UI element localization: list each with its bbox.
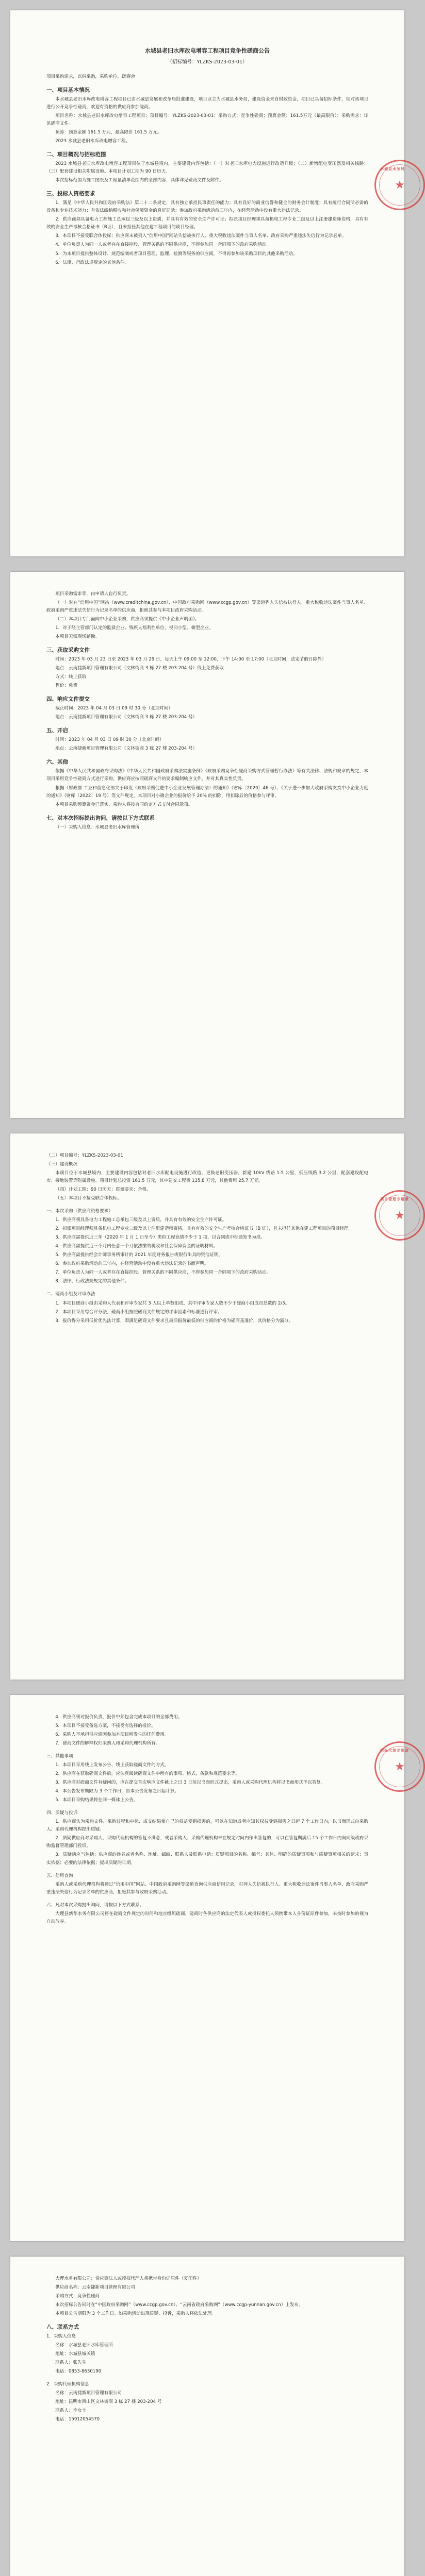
paragraph: 3．供应商对磋商文件有疑问的，应在提交首次响应文件截止之日 3 日前以书面形式提出，采购人或采购代理机构将以书面形式予以答复。 [55, 1780, 325, 1786]
red-seal-stamp: ★ 招标代理专用章 [374, 1741, 425, 1792]
paragraph: 7．单位负责人为同一人或者存在直接控股、管理关系的不同供应商，不得参加同一合同项下的政府采购活动。 [55, 1270, 271, 1276]
paragraph: 名称：云南捷新项目管理有限公司 [55, 2391, 122, 2396]
paragraph: （一）采购人信息：水城县老旧水库管理所 [55, 824, 140, 830]
paragraph: 1．满足《中华人民共和国政府采购法》第二十二条规定，具有独立承担民事责任的能力；具有良好的商业信誉和健全的财务会计制度；具有履行合同所必需的设备和专业技术能力；有依法缴纳税收和社会保障资金的良好记录；参加政府采购活动前三年内，在经营活动中没有重大违法记录。 [46, 200, 368, 214]
paragraph: 售价：免费 [55, 683, 78, 689]
section-heading: 一、项目基本情况 [46, 87, 90, 94]
paragraph: （二）项目编号：YLZKS-2023-03-01 [46, 1153, 123, 1158]
paragraph: 地点：云南捷新项目管理有限公司（文林街商 3 栋 27 楼 203-204 号）线上免费获取 [55, 666, 224, 671]
star-icon: ★ [395, 178, 405, 192]
paragraph: 3．供应商需提供近三年（2020 年 1 月 1 日至今）类似工程业绩不少于 1 项，以合同或中标通知书为准。 [55, 1235, 265, 1241]
intro-text: 项目采购需求，以供采购，采购单位，磋商会 [46, 74, 135, 79]
paragraph: 2023 水城县老旧水库改电增容工程项目位于水城县境内，主要建设内容包括：（一）对老旧水库电力设施进行改造升级；（二）新增配电变压器及相关线路；（三）配套建设相关附属设施。本项目计划工期为 90 日历天。 [46, 161, 368, 175]
paragraph: 电话：0853-8630190 [55, 2369, 102, 2375]
star-icon: ★ [395, 1760, 405, 1773]
paragraph: 二、磋商小组及评审办法 [46, 1292, 95, 1297]
paragraph: 1．采购人信息 [46, 2334, 76, 2340]
paragraph: 3．质疑函应当包括：供应商的姓名或者名称、地址、邮编、联系人及联系电话；质疑项目的名称、编号；具体、明确的质疑事项和与质疑事项相关的请求；事实依据；必要的法律依据；提出质疑的日期。 [46, 1852, 368, 1866]
paragraph: 2．质疑供应商对采购人、采购代理机构的答复不满意，或者采购人、采购代理机构未在规定时间内作出答复的，可以在答复期满后 15 个工作日内向同级政府采购监督管理部门投诉。 [46, 1836, 368, 1849]
paragraph: 大理县新华水务有限公司将在磋商文件规定的时间和地点组织磋商，磋商时各供应商的法定代表人或授权委托人须携带本人身份证原件参加，未按时参加的视为自动放弃。 [46, 1911, 368, 1924]
paragraph: 4．供应商须对报价负责，报价中须包含完成本项目的全部费用。 [55, 1715, 183, 1720]
paragraph: 方式：线上获取 [55, 674, 87, 680]
section-heading: 八、联系方式 [46, 2324, 79, 2331]
paragraph: 8．法律、行政法规规定的其他条件。 [55, 1279, 129, 1284]
paragraph: 5．为本项目提供整体设计、规范编制或者项目管理、监理、检测等服务的供应商，不得再参加该采购项目的其他采购活动。 [55, 251, 298, 257]
section-heading: 二、项目概况与招标范围 [46, 151, 106, 158]
paragraph: 六、凡对本次采购提出询问，请按以下方式联系。 [46, 1902, 144, 1908]
paragraph: 2．供应商须具备电力工程施工总承包三级及以上资质，并具有有效的安全生产许可证；拟派项目经理须具备机电工程专业二级及以上注册建造师资格，具有有效的安全生产考核合格证书（B证），且未担任其他在建工程项目的项目经理。 [46, 217, 368, 230]
paragraph: 一、本次采购（供应商资格要求） [46, 1209, 113, 1214]
paragraph: （一）对在“信用中国”网站（www.creditchina.gov.cn）、中国政府采购网（www.ccgp.gov.cn）等渠道列入失信被执行人、重大税收违法案件当事人名单、政府采购严重违法失信行为记录名单的供应商，拒绝其参与本项目政府采购活动。 [46, 600, 368, 614]
paragraph: 4．供应商需提供近三个月内任意一个月依法缴纳税收和社会保障资金的证明材料。 [55, 1244, 218, 1249]
paragraph: 2．采购代理机构信息 [46, 2382, 89, 2387]
document-page-3 [10, 1133, 409, 1680]
section-heading: 七、对本次招标提出询问，请按以下方式联系 [46, 815, 155, 821]
paragraph: 联系人：张先生 [55, 2360, 87, 2366]
document-page-1 [10, 10, 404, 556]
paragraph: 地址：水城县城关镇 [55, 2351, 95, 2357]
paragraph: 本项目采购预算资金已落实，采购人将按合同约定方式支付合同款项。 [55, 802, 193, 807]
paragraph: 名称：水城县老旧水库管理所 [55, 2343, 113, 2348]
paragraph: （三）建设概况 [46, 1162, 78, 1167]
paragraph: 4．单位负责人为同一人或者存在直接控股、管理关系的不同供应商，不得参加同一合同项下的政府采购活动。 [55, 242, 271, 248]
paragraph: 6．采购人不承担供应商因参加本项目所发生的任何费用。 [55, 1732, 169, 1738]
paragraph: 联系人：李女士 [55, 2408, 87, 2414]
paragraph: 项目名称：水城县老旧水库改电增容工程项目；项目编号：YLZKS-2023-03-01；采购方式：竞争性磋商；预算金额：161.5万元（最高限价）；采购需求：详见磋商文件。 [46, 113, 368, 127]
paragraph: 本次招标公告同时在“中国政府采购网”（www.ccgp.gov.cn）、“云南省政府采购网”（www.ccgp-yunnan.gov.cn）上发布。 [55, 2302, 303, 2308]
paragraph: 2023 水城县老旧水库改电增容工程。 [55, 139, 130, 144]
section-heading: 三、获取采购文件 [46, 647, 90, 654]
section-heading: 三、投标人资格要求 [46, 191, 95, 197]
paragraph: 2．拟派项目经理须具备机电工程专业二级及以上注册建造师资格，具有有效的安全生产考核合格证书（B 证），且未担任其他在建工程项目的项目经理。 [55, 1226, 353, 1232]
paragraph: 地址：昆明市西山区文林街商 3 栋 27 楼 203-204 号 [55, 2399, 162, 2405]
paragraph: 依据《中华人民共和国政府采购法》《中华人民共和国政府采购法实施条例》《政府采购竞争性磋商采购方式管理暂行办法》等有关法律、法规和规章的规定，本项目采用竞争性磋商方式进行采购。供应商应按照磋商文件的要求编制响应文件，并对其真实性负责。 [46, 769, 368, 782]
paragraph: 供应商名称：云南捷新项目管理有限公司 [55, 2285, 135, 2291]
paragraph: 1．本项目采用线上发布公告、线上获取磋商文件的方式。 [55, 1762, 169, 1768]
paragraph: 5．供应商需提供经会计师事务所审计的 2021 年度财务报告或银行出具的资信证明。 [55, 1252, 223, 1258]
paragraph: 截止时间：2023 年 04 月 03 日 09 时 30 分（北京时间） [55, 706, 173, 711]
paragraph: 采购方式：竞争性磋商 [55, 2294, 100, 2299]
star-icon: ★ [395, 1209, 405, 1222]
paragraph: 本水城县老旧水库改电增容工程项目已由水城县发展和改革局批准建设，项目业主为水城县水务局，建设资金来自财政资金，项目已具备招标条件，现对该项目进行公开竞争性磋商，欢迎有资格的供应商参加磋商。 [46, 97, 368, 110]
paragraph: 6．参加政府采购活动前三年内，在经营活动中没有重大违法记录的书面声明。 [55, 1261, 209, 1267]
paragraph: 根据《财政部 工业和信息化部关于印发〈政府采购促进中小企业发展管理办法〉的通知》（财库〔2020〕46 号）、《关于进一步加大政府采购支持中小企业力度的通知》（财库〔2022〕19 号）等文件规定，本项目对小微企业的报价给予 20% 的扣除，用扣除后的价格参与评审。 [46, 785, 368, 799]
paragraph: 1．供应商须具备电力工程施工总承包三级及以上资质，并具有有效的安全生产许可证。 [55, 1217, 227, 1223]
paragraph: 7．磋商文件的解释权归采购人和采购代理机构所有。 [55, 1741, 160, 1747]
paragraph: 地点：云南捷新项目管理有限公司（文林街商 3 栋 27 楼 203-204 号） [55, 746, 198, 752]
paragraph: 五、信用查询 [46, 1873, 73, 1878]
paragraph: 1．本项目磋商小组由采购人代表和评审专家共 3 人以上单数组成，其中评审专家人数不少于磋商小组成员总数的 2/3。 [55, 1300, 290, 1306]
paragraph: 预算：预算金额 161.5 万元，最高限价 161.5 万元。 [55, 130, 162, 135]
paragraph: 本项目无需现场踏勘。 [55, 634, 100, 640]
project-code: （招标编号：YLZKS-2023-03-01） [167, 59, 248, 65]
paragraph: 2．供应商在获取磋商文件后，应认真阅读磋商文件中所有的事项、格式、条款和规范要求等。 [55, 1771, 240, 1777]
paragraph: 四、质疑与投诉 [46, 1810, 78, 1816]
paragraph: 地点：云南捷新项目管理有限公司（文林街商 3 栋 27 楼 203-204 号） [55, 715, 198, 720]
paragraph: 大理水务有限公司：供应商法人或授权代理人须携带身份证原件（复印件） [55, 2276, 202, 2281]
paragraph: （二）本项目专门面向中小企业采购，供应商须提供《中小企业声明函》。 [55, 617, 200, 622]
paragraph: 4．本公告发布期限为 3 个工作日，自本公告发布之日起计算。 [55, 1789, 179, 1794]
document-page-5 [10, 2257, 404, 2576]
paragraph: 6．法律、行政法规规定的其他条件。 [55, 260, 129, 265]
document-page-4 [10, 1695, 409, 2241]
document-page-2 [10, 572, 404, 1118]
paragraph: 时间：2023 年 04 月 03 日 09 时 30 分（北京时间） [55, 737, 164, 743]
paragraph: 电话：15912054570 [55, 2417, 100, 2422]
paragraph: 1．对于经主管部门认定的监狱企业、残疾人福利性单位，视同小型、微型企业。 [55, 625, 214, 631]
paragraph: 2．本项目采用综合评分法，磋商小组按照磋商文件规定的评审因素和标准进行评审。 [55, 1309, 222, 1315]
paragraph: 项目采购需求等，由申请人自行负责。 [55, 591, 131, 597]
paragraph: 本次招标范围为施工图纸及工程量清单范围内的全部内容，具体详见磋商文件及附件。 [55, 178, 224, 183]
section-heading: 五、开启 [46, 727, 68, 734]
paragraph: 本项目位于水城县境内，主要建设内容包括对老旧水库配电设施进行改造，更换老旧变压器，新建 10kV 线路 1.5 公里，低压线路 3.2 公里，配套建设配电房、接地装置等附属设施。项目计划总投资 161.5 万元，其中建安工程费 135.8 万元，其他费用 25.7 万元。 [46, 1171, 368, 1184]
paragraph: （四）计划工期：90 日历天；质量要求：合格。 [55, 1187, 151, 1193]
paragraph: 5．本项目不接受备选方案，不接受有选择的报价。 [55, 1723, 156, 1729]
paragraph: 3．本项目不接受联合体投标；供应商未被列入“信用中国”网站失信被执行人、重大税收违法案件当事人名单、政府采购严重违法失信行为记录名单。 [55, 233, 347, 239]
paragraph: 5．本项目采购结果将在同一媒体上公告。 [55, 1798, 138, 1803]
red-seal-stamp: ★ 项目管理专用章 [374, 1190, 425, 1241]
paragraph: 采购人或采购代理机构将通过“信用中国”网站、中国政府采购网等渠道查询供应商信用记录，对列入失信被执行人、重大税收违法案件当事人名单、政府采购严重违法失信行为记录名单的供应商，拒绝其参与政府采购活动。 [46, 1882, 368, 1895]
section-heading: 四、响应文件提交 [46, 696, 90, 703]
document-title: 水城县老旧水库改电增容工程项目竞争性磋商公告 [145, 47, 270, 54]
paragraph: （五）本项目不接受联合体投标。 [55, 1196, 122, 1201]
paragraph: 3．报价得分采用低价优先法计算，即满足磋商文件要求且最后报价最低的供应商的价格为磋商基准价，其价格分为满分。 [55, 1318, 293, 1324]
paragraph: 1．供应商认为采购文件、采购过程和中标、成交结果使自己的权益受到损害的，可以在知道或者应知其权益受到损害之日起 7 个工作日内，以书面形式向采购人、采购代理机构提出质疑。 [46, 1819, 368, 1833]
section-heading: 六、其他 [46, 759, 68, 766]
paragraph: 时间：2023 年 03 月 23 日至 2023 年 03 月 29 日，每天上午 09:00 至 12:00，下午 14:00 至 17:00（北京时间，法定节假日除外） [55, 657, 326, 663]
paragraph: 本项目公告期限为 3 个工作日。如采购活动出现质疑、投诉，采购人将依法处理。 [55, 2311, 216, 2317]
red-seal-stamp: ★ 水城县水务局 [374, 160, 425, 210]
paragraph: 三、其他事项 [46, 1754, 73, 1759]
